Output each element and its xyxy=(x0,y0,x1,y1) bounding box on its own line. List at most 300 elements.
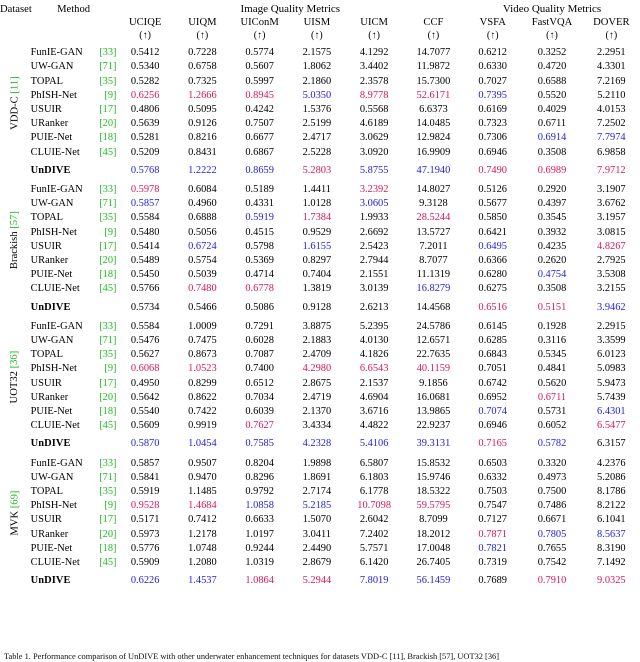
metric-value: 0.5798 xyxy=(245,240,274,252)
metric-value: 3.0629 xyxy=(359,132,389,144)
metric-value: 0.3508 xyxy=(537,146,567,158)
metric-value: 0.6671 xyxy=(537,514,567,526)
metric-value: 5.2185 xyxy=(302,500,332,512)
metric-value: 0.4841 xyxy=(537,363,567,375)
table-row xyxy=(0,377,640,391)
method-citation[interactable]: [33] xyxy=(99,457,117,469)
metric-value: 0.7547 xyxy=(478,500,507,512)
method-citation[interactable]: [71] xyxy=(99,61,117,73)
metric-value: 59.5795 xyxy=(416,500,451,512)
metric-value: 26.7405 xyxy=(416,557,451,569)
metric-value: 0.5584 xyxy=(130,320,160,332)
metric-value-proposed: 0.6516 xyxy=(478,301,507,313)
metric-value: 4.2376 xyxy=(597,457,626,469)
metric-value: 0.5607 xyxy=(245,61,274,73)
metric-value: 8.1786 xyxy=(597,486,626,498)
metric-value: 0.6914 xyxy=(537,132,567,144)
metric-header-row xyxy=(0,17,640,42)
metric-value: 4.6904 xyxy=(359,391,389,403)
metric-value: 0.7475 xyxy=(188,335,217,347)
metric-value: 1.0319 xyxy=(245,557,274,569)
metric-value: 2.5228 xyxy=(302,146,332,158)
method-citation[interactable]: [33] xyxy=(99,47,117,59)
metric-value: 0.7087 xyxy=(245,349,274,361)
method-citation[interactable]: [45] xyxy=(99,146,117,158)
metric-value: 0.5414 xyxy=(130,240,160,252)
metric-value: 5.9473 xyxy=(597,377,626,389)
metric-value-proposed: 0.5466 xyxy=(188,301,217,313)
metric-value: 0.5754 xyxy=(188,255,217,267)
method-name: FunIE-GAN xyxy=(30,457,83,469)
metric-value: 2.1575 xyxy=(302,47,332,59)
metric-value: 0.1928 xyxy=(537,320,567,332)
table-row xyxy=(0,131,640,145)
metric-value: 0.5450 xyxy=(130,269,160,281)
metric-value: 3.0139 xyxy=(359,283,389,295)
method-name: USUIR xyxy=(30,514,62,526)
metric-value: 0.5978 xyxy=(130,184,160,196)
metric-value-proposed: 0.7585 xyxy=(245,438,274,450)
metric-value-proposed: 7.9712 xyxy=(597,164,626,176)
metric-value-proposed: 1.0864 xyxy=(245,575,274,587)
metric-value: 0.5857 xyxy=(130,198,160,210)
method-name: FunIE-GAN xyxy=(30,184,83,196)
metric-value: 15.9746 xyxy=(416,471,451,483)
dataset-citation[interactable]: [69] xyxy=(9,490,21,509)
arrow-up-icon: (↑) xyxy=(196,29,209,41)
metric-value: 7.2502 xyxy=(597,118,626,130)
metric-value: 16.8279 xyxy=(416,283,451,295)
metric-value: 5.7439 xyxy=(597,391,626,403)
metric-header-uism: UISM (↑) xyxy=(288,17,345,42)
metric-value-proposed: 0.7490 xyxy=(478,164,507,176)
metric-value: 6.4301 xyxy=(597,406,626,418)
metric-value: 5.0983 xyxy=(597,363,626,375)
metric-value: 0.9244 xyxy=(245,542,274,554)
arrow-up-icon: (↑) xyxy=(427,29,440,41)
method-citation[interactable]: [9] xyxy=(104,89,117,101)
metric-value: 1.5070 xyxy=(302,514,332,526)
metric-value: 40.1159 xyxy=(416,363,451,375)
metric-value: 0.7805 xyxy=(537,528,567,540)
proposed-method-name: UnDIVE xyxy=(30,575,71,587)
dataset-label-uot32: UOT32 [36] xyxy=(9,350,21,403)
table-row xyxy=(0,471,640,485)
metric-value: 2.2915 xyxy=(597,320,626,332)
metric-value: 0.7821 xyxy=(478,542,507,554)
metric-value: 0.4950 xyxy=(130,377,160,389)
metric-value: 0.4960 xyxy=(188,198,217,210)
metric-value: 0.6677 xyxy=(245,132,274,144)
metric-value: 5.0350 xyxy=(302,89,332,101)
metric-value: 0.5909 xyxy=(130,557,160,569)
table-row xyxy=(0,268,640,282)
metric-header-fastvqa: FastVQA (↑) xyxy=(521,17,582,42)
metric-value: 0.5609 xyxy=(130,420,160,432)
metric-value: 2.6692 xyxy=(359,226,389,238)
metric-value: 0.7127 xyxy=(478,514,507,526)
metric-value: 0.9507 xyxy=(188,457,217,469)
metric-value: 0.6145 xyxy=(478,320,507,332)
metric-value: 0.3116 xyxy=(537,335,567,347)
metric-value: 4.8267 xyxy=(597,240,626,252)
metric-value: 11.1319 xyxy=(416,269,451,281)
table-row xyxy=(0,362,640,376)
metric-value: 5.2110 xyxy=(597,89,626,101)
metric-value: 0.5095 xyxy=(188,104,217,115)
metric-value: 4.1292 xyxy=(359,47,389,59)
method-citation[interactable]: [20] xyxy=(99,528,117,540)
dataset-header: Dataset xyxy=(0,3,32,15)
metric-value: 0.4714 xyxy=(245,269,274,281)
table-row xyxy=(0,282,640,296)
group-header-video-quality: Video Quality Metrics xyxy=(502,3,602,15)
metric-header-uicm: UICM (↑) xyxy=(346,17,403,42)
metric-value: 28.5244 xyxy=(416,212,451,224)
metric-value: 0.5340 xyxy=(130,61,160,73)
block-rule xyxy=(0,589,640,593)
metric-value: 0.6843 xyxy=(478,349,507,361)
table-row-proposed xyxy=(0,301,640,315)
table-row xyxy=(0,254,640,268)
metric-value: 0.6952 xyxy=(478,391,507,403)
metric-value: 0.5997 xyxy=(245,75,274,87)
metric-value: 1.8691 xyxy=(302,471,332,483)
metric-value-proposed: 2.6213 xyxy=(359,301,389,313)
table-row xyxy=(0,146,640,160)
metric-value-proposed: 47.1940 xyxy=(416,164,451,176)
method-name: PUIE-Net xyxy=(30,132,73,144)
method-citation[interactable]: [45] xyxy=(99,283,117,295)
metric-value: 0.7486 xyxy=(537,500,567,512)
metric-value: 3.2155 xyxy=(597,283,626,295)
metric-value: 0.5731 xyxy=(537,406,567,418)
metric-value-proposed: 1.0454 xyxy=(188,438,217,450)
metric-value: 6.0123 xyxy=(597,349,626,361)
method-name: UW-GAN xyxy=(30,198,74,210)
table-row xyxy=(0,457,640,471)
metric-value-proposed: 9.0325 xyxy=(597,575,626,587)
metric-value: 0.5850 xyxy=(478,212,507,224)
method-citation[interactable]: [9] xyxy=(104,226,117,238)
metric-value: 0.8204 xyxy=(245,457,274,469)
metric-value: 0.3252 xyxy=(537,47,567,59)
metric-value: 0.6039 xyxy=(245,406,274,418)
metric-value: 3.2392 xyxy=(359,184,389,196)
table-row xyxy=(0,75,640,89)
metric-value: 0.6512 xyxy=(245,377,274,389)
metric-value: 0.6169 xyxy=(478,104,507,115)
metric-value: 0.6633 xyxy=(245,514,274,526)
metric-value: 2.4719 xyxy=(302,391,332,403)
metric-value-proposed: 1.2222 xyxy=(188,164,217,176)
metric-value: 0.5677 xyxy=(478,198,507,210)
metric-value: 6.1778 xyxy=(359,486,389,498)
method-citation[interactable]: [35] xyxy=(99,349,117,361)
method-citation[interactable]: [71] xyxy=(99,335,117,347)
metric-value: 0.4515 xyxy=(245,226,274,238)
metric-value: 0.7400 xyxy=(245,363,274,375)
metric-value: 0.5776 xyxy=(130,542,160,554)
metric-value: 0.9126 xyxy=(188,118,217,130)
metric-header-ccf: CCF (↑) xyxy=(403,17,464,42)
method-name: USUIR xyxy=(30,377,62,389)
metric-value-proposed: 0.6989 xyxy=(537,164,567,176)
metric-value: 0.7034 xyxy=(245,391,274,403)
method-citation[interactable]: [17] xyxy=(99,104,117,115)
metric-header-uiqm: UIQM (↑) xyxy=(174,17,231,42)
metric-value: 1.0197 xyxy=(245,528,274,540)
table-row xyxy=(0,528,640,542)
metric-value: 0.6588 xyxy=(537,75,567,87)
metric-value: 0.5171 xyxy=(130,514,160,526)
metric-value: 0.5282 xyxy=(130,75,160,87)
table-row xyxy=(0,103,640,117)
metric-value: 8.2122 xyxy=(597,500,626,512)
table-row xyxy=(0,334,640,348)
metric-value: 8.9778 xyxy=(359,89,389,101)
metric-value: 3.3599 xyxy=(597,335,626,347)
metric-value: 16.9909 xyxy=(416,146,451,158)
metric-value: 0.7074 xyxy=(478,406,507,418)
metric-value: 12.9824 xyxy=(416,132,451,144)
table-row xyxy=(0,89,640,103)
metric-value: 2.6042 xyxy=(359,514,389,526)
method-citation[interactable]: [18] xyxy=(99,542,117,554)
metric-value: 0.7027 xyxy=(478,75,507,87)
metric-header-dover: DOVER (↑) xyxy=(583,17,640,42)
method-name: TOPAL xyxy=(30,486,63,498)
method-citation[interactable]: [17] xyxy=(99,377,117,389)
metric-value-proposed: 4.2328 xyxy=(302,438,332,450)
metric-value: 0.5126 xyxy=(478,184,507,196)
metric-value: 14.8027 xyxy=(416,184,451,196)
metric-value: 0.9919 xyxy=(188,420,217,432)
metric-value: 0.6946 xyxy=(478,146,507,158)
metric-value: 0.8431 xyxy=(188,146,217,158)
dataset-citation[interactable]: [36] xyxy=(9,350,21,368)
metric-value: 11.9872 xyxy=(416,61,451,73)
metric-value: 0.4235 xyxy=(537,240,567,252)
metric-value: 0.5973 xyxy=(130,528,160,540)
method-citation[interactable]: [20] xyxy=(99,391,117,403)
metric-value: 3.4334 xyxy=(302,420,332,432)
method-name: PhISH-Net xyxy=(30,500,77,512)
metric-value: 4.1826 xyxy=(359,349,389,361)
proposed-method-name: UnDIVE xyxy=(30,438,71,450)
metric-value-proposed: 5.2944 xyxy=(302,575,332,587)
metric-value: 12.6571 xyxy=(416,335,451,347)
table-row xyxy=(0,320,640,334)
method-citation[interactable]: [71] xyxy=(99,198,117,210)
arrow-up-icon: (↑) xyxy=(253,29,266,41)
metric-value: 0.8945 xyxy=(245,89,274,101)
metric-value-proposed: 0.6226 xyxy=(130,575,160,587)
metric-value: 1.9898 xyxy=(302,457,332,469)
metric-value: 0.5039 xyxy=(188,269,217,281)
metric-value: 52.6171 xyxy=(416,89,451,101)
metric-value: 0.6256 xyxy=(130,89,160,101)
metric-value: 2.8675 xyxy=(302,377,332,389)
method-citation[interactable]: [17] xyxy=(99,514,117,526)
method-citation[interactable]: [18] xyxy=(99,132,117,144)
method-citation[interactable]: [20] xyxy=(99,255,117,267)
metric-value: 0.5620 xyxy=(537,377,567,389)
method-citation[interactable]: [71] xyxy=(99,471,117,483)
metric-value: 2.4490 xyxy=(302,542,332,554)
metric-value: 0.7503 xyxy=(478,486,507,498)
metric-value: 7.2011 xyxy=(419,240,448,252)
metric-value: 0.6946 xyxy=(478,420,507,432)
metric-value: 4.4822 xyxy=(359,420,389,432)
method-citation[interactable]: [33] xyxy=(99,184,117,196)
metric-value: 7.2402 xyxy=(359,528,389,540)
metric-value-proposed: 5.4106 xyxy=(359,438,389,450)
metric-value: 0.5774 xyxy=(245,47,274,59)
metric-value: 6.6373 xyxy=(419,104,448,115)
method-citation[interactable]: [35] xyxy=(99,486,117,498)
metric-value: 1.4684 xyxy=(188,500,217,512)
method-citation[interactable]: [45] xyxy=(99,420,117,432)
metric-value: 0.7306 xyxy=(478,132,507,144)
metric-value: 1.5376 xyxy=(302,104,332,115)
metric-value: 4.3301 xyxy=(597,61,626,73)
metric-value: 2.1537 xyxy=(359,377,389,389)
method-citation[interactable]: [9] xyxy=(104,500,117,512)
metric-value: 0.7412 xyxy=(188,514,217,526)
metric-value: 0.6332 xyxy=(478,471,507,483)
metric-value: 10.7098 xyxy=(357,500,392,512)
metric-value: 0.2920 xyxy=(537,184,567,196)
metric-value: 2.2951 xyxy=(597,47,626,59)
metric-value: 0.6285 xyxy=(478,335,507,347)
metric-value: 0.6421 xyxy=(478,226,507,238)
metric-value: 5.2395 xyxy=(359,320,389,332)
metric-value: 0.9529 xyxy=(302,226,332,238)
metric-value-proposed: 5.8755 xyxy=(359,164,389,176)
metric-value: 0.7627 xyxy=(245,420,274,432)
metric-value: 0.4331 xyxy=(245,198,274,210)
metric-value: 0.5584 xyxy=(130,212,160,224)
metric-value: 22.7635 xyxy=(416,349,451,361)
metric-value: 13.9865 xyxy=(416,406,451,418)
metric-value: 8.7099 xyxy=(419,514,448,526)
table-row-proposed xyxy=(0,574,640,588)
metric-value: 0.5841 xyxy=(130,471,160,483)
metric-value-proposed: 1.4537 xyxy=(188,575,217,587)
metric-value: 3.8875 xyxy=(302,320,332,332)
table-row xyxy=(0,211,640,225)
metric-value: 0.6280 xyxy=(478,269,507,281)
dataset-label-brackish: Brackish [57] xyxy=(9,210,21,269)
metric-value: 0.8216 xyxy=(188,132,217,144)
metric-value: 3.4402 xyxy=(359,61,389,73)
method-citation[interactable]: [35] xyxy=(99,212,117,224)
table-row-proposed xyxy=(0,437,640,451)
metric-value: 9.3128 xyxy=(419,198,448,210)
method-citation[interactable]: [18] xyxy=(99,269,117,281)
metric-value: 0.9470 xyxy=(188,471,217,483)
method-citation[interactable]: [35] xyxy=(99,75,117,87)
method-citation[interactable]: [18] xyxy=(99,406,117,418)
method-citation[interactable]: [33] xyxy=(99,320,117,332)
table-row xyxy=(0,556,640,570)
method-name: USUIR xyxy=(30,104,62,115)
table-row xyxy=(0,485,640,499)
method-citation[interactable]: [9] xyxy=(104,363,117,375)
metric-value: 3.0411 xyxy=(302,528,331,540)
metric-value: 0.3545 xyxy=(537,212,567,224)
arrow-up-icon: (↑) xyxy=(605,29,618,41)
metric-value: 0.7422 xyxy=(188,406,217,418)
metric-value-proposed: 3.9462 xyxy=(597,301,626,313)
metric-value-proposed: 56.1459 xyxy=(416,575,451,587)
metric-value-proposed: 0.5768 xyxy=(130,164,160,176)
method-name: URanker xyxy=(30,528,69,540)
metric-value: 2.1551 xyxy=(359,269,389,281)
method-name: CLUIE-Net xyxy=(30,283,80,295)
method-citation[interactable]: [20] xyxy=(99,118,117,130)
method-citation[interactable]: [45] xyxy=(99,557,117,569)
metric-value: 0.5281 xyxy=(130,132,160,144)
proposed-method-name: UnDIVE xyxy=(30,301,71,313)
metric-value: 2.1883 xyxy=(302,335,332,347)
metric-value: 1.0748 xyxy=(188,542,217,554)
metric-value: 0.7500 xyxy=(537,486,567,498)
metric-value: 1.2178 xyxy=(188,528,217,540)
metric-value: 0.5480 xyxy=(130,226,160,238)
metric-value: 24.5786 xyxy=(416,320,451,332)
table-row xyxy=(0,499,640,513)
metric-value: 0.6758 xyxy=(188,61,217,73)
metric-value: 0.9528 xyxy=(130,500,160,512)
metric-value: 0.6366 xyxy=(478,255,507,267)
table-row xyxy=(0,60,640,74)
metric-value: 1.1485 xyxy=(188,486,217,498)
metric-value: 0.4397 xyxy=(537,198,567,210)
metric-value: 2.7174 xyxy=(302,486,332,498)
metric-value: 1.8062 xyxy=(302,61,332,73)
metric-value: 0.7395 xyxy=(478,89,507,101)
method-name: USUIR xyxy=(30,240,62,252)
metric-value: 0.7507 xyxy=(245,118,274,130)
metric-value: 8.5637 xyxy=(597,528,626,540)
method-name: URanker xyxy=(30,255,69,267)
metric-value: 0.4754 xyxy=(537,269,567,281)
metric-value: 6.5477 xyxy=(597,420,626,432)
metric-value: 0.6028 xyxy=(245,335,274,347)
dataset-citation[interactable]: [57] xyxy=(9,210,21,229)
metric-value: 0.5919 xyxy=(130,486,160,498)
metric-value: 7.1492 xyxy=(597,557,626,569)
metric-value: 0.5520 xyxy=(537,89,567,101)
metric-value: 0.6503 xyxy=(478,457,507,469)
table-row xyxy=(0,117,640,131)
arrow-up-icon: (↑) xyxy=(368,29,380,41)
metric-value: 2.3578 xyxy=(359,75,389,87)
dataset-citation[interactable]: [11] xyxy=(9,76,21,94)
metric-value: 3.0920 xyxy=(359,146,389,158)
metric-value-proposed: 0.5734 xyxy=(130,301,160,313)
metric-value: 0.8297 xyxy=(302,255,332,267)
metric-value: 18.5322 xyxy=(416,486,451,498)
metric-value: 0.7323 xyxy=(478,118,507,130)
metric-value: 2.4717 xyxy=(302,132,332,144)
metric-value: 0.6742 xyxy=(478,377,507,389)
method-citation[interactable]: [17] xyxy=(99,240,117,252)
metric-value-proposed: 0.8659 xyxy=(245,164,274,176)
metric-value: 2.7944 xyxy=(359,255,389,267)
